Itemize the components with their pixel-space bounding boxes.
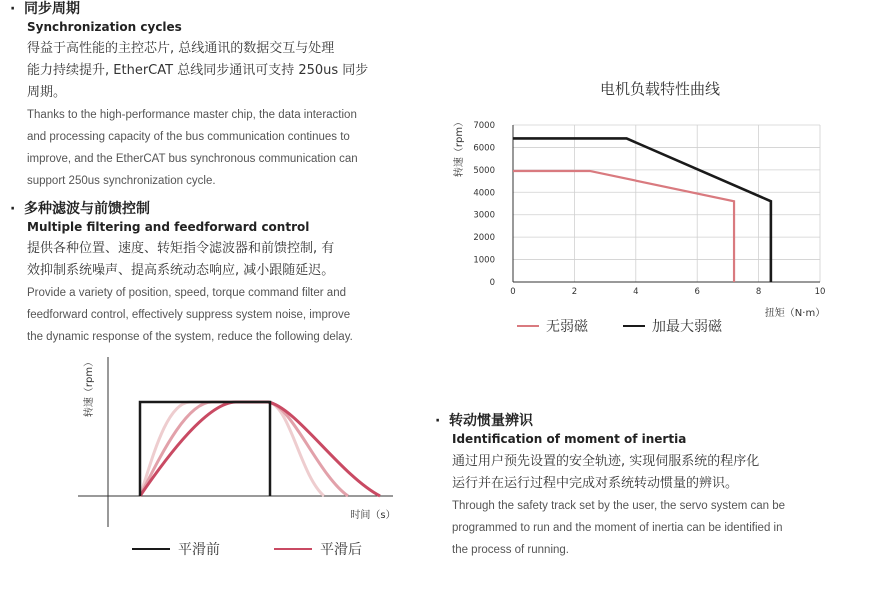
legend-label-after: 平滑后 [320, 542, 362, 558]
x-tick-label: 2 [571, 287, 578, 297]
y-tick-label: 0 [489, 278, 495, 288]
series-max-weakening [513, 138, 771, 282]
legend [517, 318, 723, 335]
smoothed-curve-dark [140, 402, 380, 496]
section-sync-cn-text [27, 38, 427, 104]
series-no-weakening [513, 171, 734, 282]
text-line: 得益于高性能的主控芯片, 总线通讯的数据交互与处理 [27, 41, 335, 56]
text-line: 能力持续提升, EtherCAT 总线同步通讯可支持 250us 同步 [27, 63, 369, 78]
text-line: Provide a variety of position, speed, torque command filter and [27, 287, 346, 299]
x-tick-label: 0 [510, 287, 516, 297]
text-line: improve, and the EtherCAT bus synchronous communication can [27, 153, 358, 165]
y-tick-label: 5000 [473, 165, 495, 176]
section-inertia-cn-text [452, 451, 862, 495]
section-title-text: 同步周期 [24, 1, 80, 17]
y-axis-label: 转速（rpm） [84, 356, 95, 418]
section-filter-en-text [27, 282, 427, 348]
section-title-text: 多种滤波与前馈控制 [24, 201, 150, 217]
text-line: 周期。 [27, 85, 67, 100]
smoothed-curve-light [140, 402, 324, 496]
text-line: 效抑制系统噪声、提高系统动态响应, 减小跟随延迟。 [27, 263, 335, 278]
text-line: and processing capacity of the bus communication continues to [27, 131, 350, 143]
x-axis-label: 扭矩（N·m） [764, 308, 826, 319]
section-sync-title [10, 0, 80, 18]
x-tick-label: 4 [633, 287, 639, 297]
y-tick-label: 1000 [473, 255, 495, 266]
section-filter-subtitle: Multiple filtering and feedforward control [27, 220, 310, 234]
section-inertia-title [435, 410, 533, 430]
text-line: the process of running. [452, 544, 569, 556]
motor-load-chart [440, 70, 850, 345]
text-line: 运行并在运行过程中完成对系统转动惯量的辨识。 [452, 476, 739, 491]
y-tick-label: 7000 [473, 121, 495, 131]
y-tick-label: 2000 [473, 233, 495, 244]
legend-label-before: 平滑前 [178, 542, 220, 558]
bullet: · [10, 201, 16, 217]
section-filter-title [10, 198, 150, 218]
smoothing-chart [78, 355, 403, 570]
x-axis-label: 时间（s） [350, 510, 396, 521]
legend-label-no-weakening: 无弱磁 [546, 319, 588, 335]
text-line: programmed to run and the moment of inertia can be identified in [452, 522, 783, 534]
chart-title: 电机负载特性曲线 [599, 80, 721, 98]
text-line: 提供各种位置、速度、转矩指令滤波器和前馈控制, 有 [27, 241, 335, 256]
x-tick-label: 6 [694, 287, 700, 297]
text-line: the dynamic response of the system, reduce the following delay. [27, 331, 353, 343]
y-tick-label: 3000 [473, 210, 495, 221]
bullet: · [10, 1, 16, 17]
section-sync-en-text [27, 104, 427, 192]
section-inertia-subtitle: Identification of moment of inertia [452, 432, 687, 446]
y-tick-label: 6000 [473, 143, 495, 154]
series-lines [513, 138, 771, 282]
y-tick-label: 4000 [473, 188, 495, 199]
legend-label-max-weakening: 加最大弱磁 [652, 319, 722, 335]
section-sync-subtitle: Synchronization cycles [27, 20, 182, 34]
section-filter-cn-text [27, 238, 427, 282]
section-inertia-en-text [452, 495, 862, 561]
text-line: Thanks to the high-performance master chip, the data interaction [27, 109, 357, 121]
x-tick-label: 10 [814, 287, 826, 297]
text-line: 通过用户预先设置的安全轨迹, 实现伺服系统的程序化 [452, 454, 760, 469]
text-line: feedforward control, effectively suppress system noise, improve [27, 309, 351, 321]
text-line: support 250us synchronization cycle. [27, 175, 216, 187]
text-line: Through the safety track set by the user, the servo system can be [452, 500, 786, 512]
bullet: · [435, 413, 441, 429]
y-axis-label: 转速（rpm） [454, 116, 465, 178]
x-tick-label: 8 [755, 287, 762, 297]
section-title-text: 转动惯量辨识 [449, 413, 533, 429]
grid [513, 125, 820, 282]
